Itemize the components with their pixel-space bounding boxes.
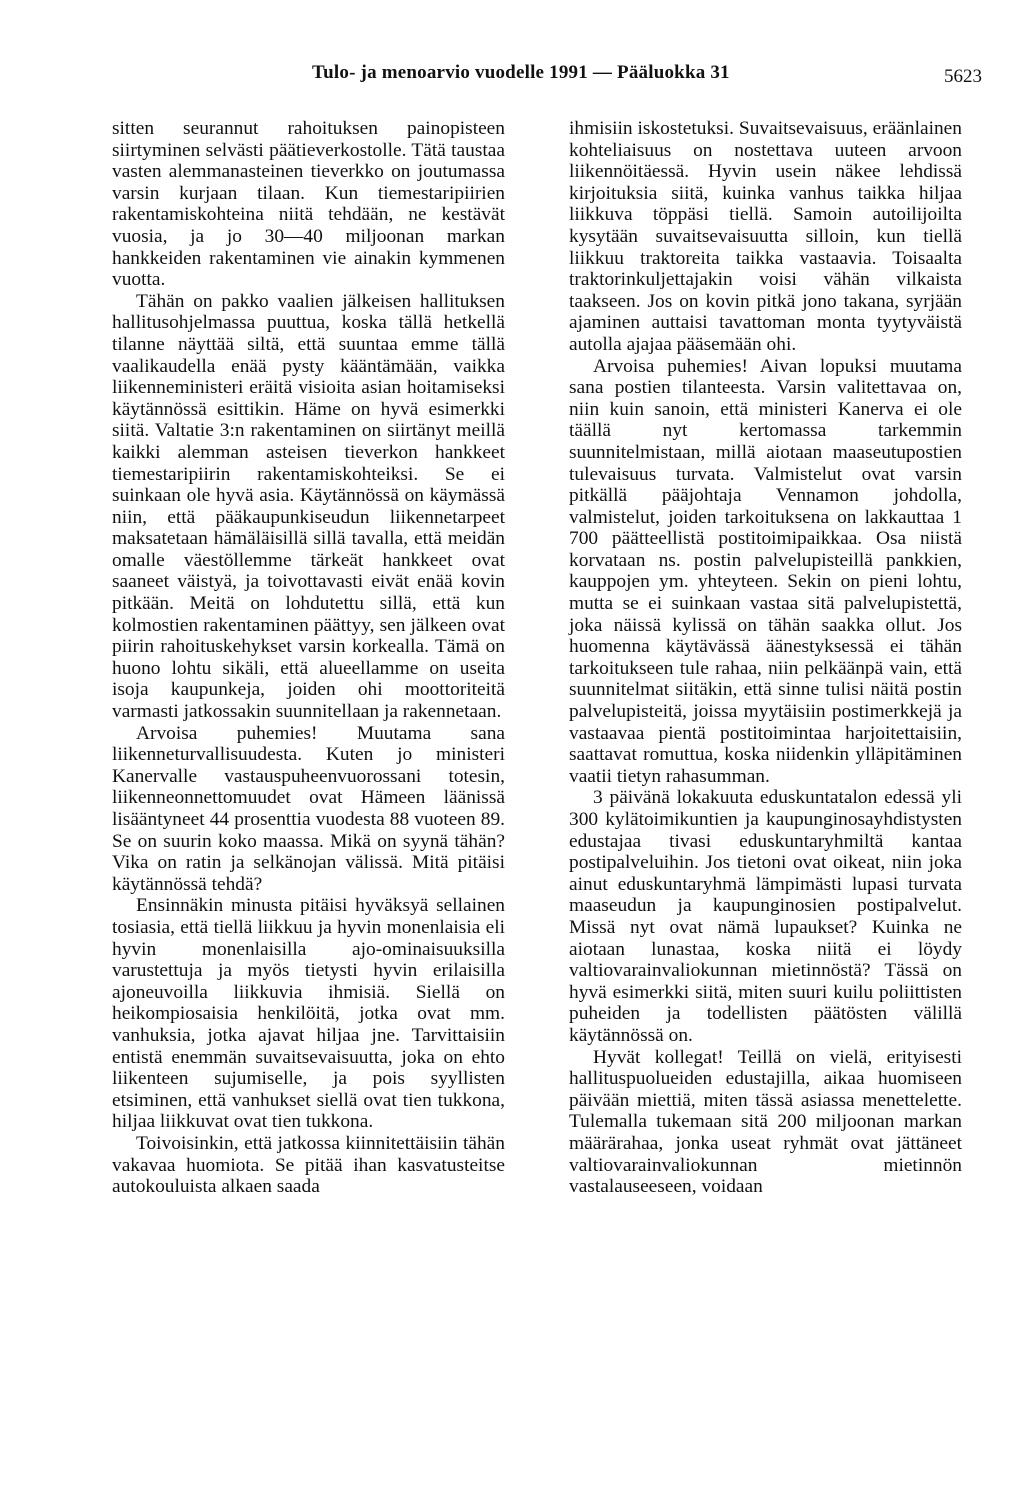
- paragraph: 3 päivänä lokakuuta eduskuntatalon edessä yli 300 kylätoimikuntien ja kaupunginosayhdistysten edustajaa tivasi eduskuntaryhmiltä kantaa postipalveluihin. Jos tietoni ovat oikeat, niin joka ainut eduskuntaryhmä lämpimästi lupasi turvata maaseudun ja kaupunginosien postipalvelut. Missä nyt ovat nämä lupaukset? Kuinka ne aiotaan lunastaa, koska niitä ei löydy valtiovarainvaliokunnan mietinnöstä? Tässä on hyvä esimerkki siitä, miten suuri kuilu poliittisten puheiden ja todellisten päätösten välillä käytännössä on.: [569, 787, 962, 1046]
- paragraph: Tähän on pakko vaalien jälkeisen hallituksen hallitusohjelmassa puuttua, koska tällä hetkellä tilanne näyttää siltä, että suuntaa emme tällä vaalikaudella enää pysty kääntämään, vaikka liikenneministeri eräitä visioita asian hoitamiseksi käytännössä esittikin. Häme on hyvä esimerkki siitä. Valtatie 3:n rakentaminen on siirtänyt meillä kaikki alemman asteisen tieverkon hankkeet tiemestaripiirin rakentamiskohteiksi. Se ei suinkaan ole hyvä asia. Käytännössä on käymässä niin, että pääkaupunkiseudun liikennetarpeet maksatetaan hämäläisillä sillä tavalla, että meidän omalle väestöllemme tärkeät hankkeet ovat saaneet väistyä, ja toivottavasti eivät enää kovin pitkään. Meitä on lohdutettu sillä, että kun kolmostien rakentaminen päättyy, sen jälkeen ovat piirin rahoituskehykset varsin korkealla. Tämä on huono lohtu sikäli, että alueellamme on useita isoja kaupunkeja, joiden ohi moottoriteitä varmasti jatkossakin suunnitellaan ja rakennetaan.: [112, 290, 505, 723]
- page-number: 5623: [944, 66, 982, 87]
- paragraph: sitten seurannut rahoituksen painopisteen siirtyminen selvästi päätieverkostolle. Tätä taustaa vasten alemmanasteinen tieverkko on joutumassa varsin kurjaan tilaan. Kun tiemestaripiirien rakentamiskohteina niitä tehdään, ne kestävät vuosia, ja jo 30—40 miljoonan markan hankkeiden rakentaminen vie ainakin kymmenen vuotta.: [112, 118, 505, 291]
- page-header: [0, 62, 1024, 92]
- paragraph: ihmisiin iskostetuksi. Suvaitsevaisuus, eräänlainen kohteliaisuus on nostettava uuteen arvoon liikennöitäessä. Hyvin usein näkee lehdissä kirjoituksia siitä, kuinka vanhus taikka hiljaa liikkuva töppäsi tiellä. Samoin autoilijoilta kysytään suvaitsevaisuutta silloin, kun tiellä liikkuu traktoreita taikka vastaavia. Toisaalta traktorinkuljettajakin voisi vähän vilkaista taakseen. Jos on kovin pitkä jono takana, syrjään ajaminen auttaisi tavattoman monta tyytyväistä autolla ajajaa pääsemään ohi.: [569, 118, 962, 355]
- paragraph: Arvoisa puhemies! Muutama sana liikenneturvallisuudesta. Kuten jo ministeri Kanervalle vastauspuheenvuorossani totesin, liikenneonnettomuudet ovat Hämeen läänissä lisääntyneet 44 prosenttia vuodesta 88 vuoteen 89. Se on suurin koko maassa. Mikä on syynä tähän? Vika on ratin ja selkänojan välissä. Mitä pitäisi käytännössä tehdä?: [112, 722, 505, 895]
- paragraph: Hyvät kollegat! Teillä on vielä, erityisesti hallituspuolueiden edustajilla, aikaa huomiseen päivään miettiä, miten tässä asiassa menettelette. Tulemalla tukemaan sitä 200 miljoonan markan määrärahaa, jonka useat ryhmät ovat jättäneet valtiovarainvaliokunnan mietinnön vastalauseeseen, voidaan: [569, 1046, 962, 1198]
- running-title: Tulo- ja menoarvio vuodelle 1991 — Pääluokka 31: [312, 62, 730, 83]
- paragraph: Toivoisinkin, että jatkossa kiinnitettäisiin tähän vakavaa huomiota. Se pitää ihan kasvatusteitse autokouluista alkaen saada: [112, 1132, 505, 1198]
- paragraph: Ensinnäkin minusta pitäisi hyväksyä sellainen tosiasia, että tiellä liikkuu ja hyvin monenlaisia eli hyvin monenlaisilla ajo-ominaisuuksilla varustettuja ja myös tietysti hyvin erilaisilla ajoneuvoilla liikkuvia ihmisiä. Siellä on heikompiosaisia henkilöitä, jotka ovat mm. vanhuksia, jotka ajavat hiljaa jne. Tarvittaisiin entistä enemmän suvaitsevaisuutta, joka on ehto liikenteen sujumiselle, ja pois syyllisten etsiminen, että vanhukset siellä ovat tien tukkona, hiljaa liikkuvat ovat tien tukkona.: [112, 895, 505, 1133]
- left-column: [112, 118, 505, 1198]
- paragraph: Arvoisa puhemies! Aivan lopuksi muutama sana postien tilanteesta. Varsin valitettavaa on, niin kuin sanoin, että ministeri Kanerva ei ole täällä nyt kertomassa tarkemmin suunnitelmistaan, millä aiotaan maaseutupostien tulevaisuus turvata. Valmistelut ovat varsin pitkällä pääjohtaja Vennamon johdolla, valmistelut, joiden tarkoituksena on lakkauttaa 1 700 päätteellistä postitoimipaikkaa. Osa niistä korvataan ns. postin palvelupisteillä pankkien, kauppojen ym. yhteyteen. Sekin on pieni lohtu, mutta se ei suinkaan vastaa sitä palvelupistettä, joka näissä kylissä on tähän saakka ollut. Jos huomenna käytävässä äänestyksessä ei tähän tarkoitukseen tule rahaa, niin pelkäänpä vain, että suunnitelmat siitäkin, että sinne tulisi näitä postin palvelupisteitä, joissa myytäisiin postimerkkejä ja vastaavaa pientä postitoimintaa harjoitettaisiin, saattavat romuttua, koska niidenkin ylläpitäminen vaatii tietyn rahasumman.: [569, 355, 962, 787]
- right-column: [569, 118, 962, 1198]
